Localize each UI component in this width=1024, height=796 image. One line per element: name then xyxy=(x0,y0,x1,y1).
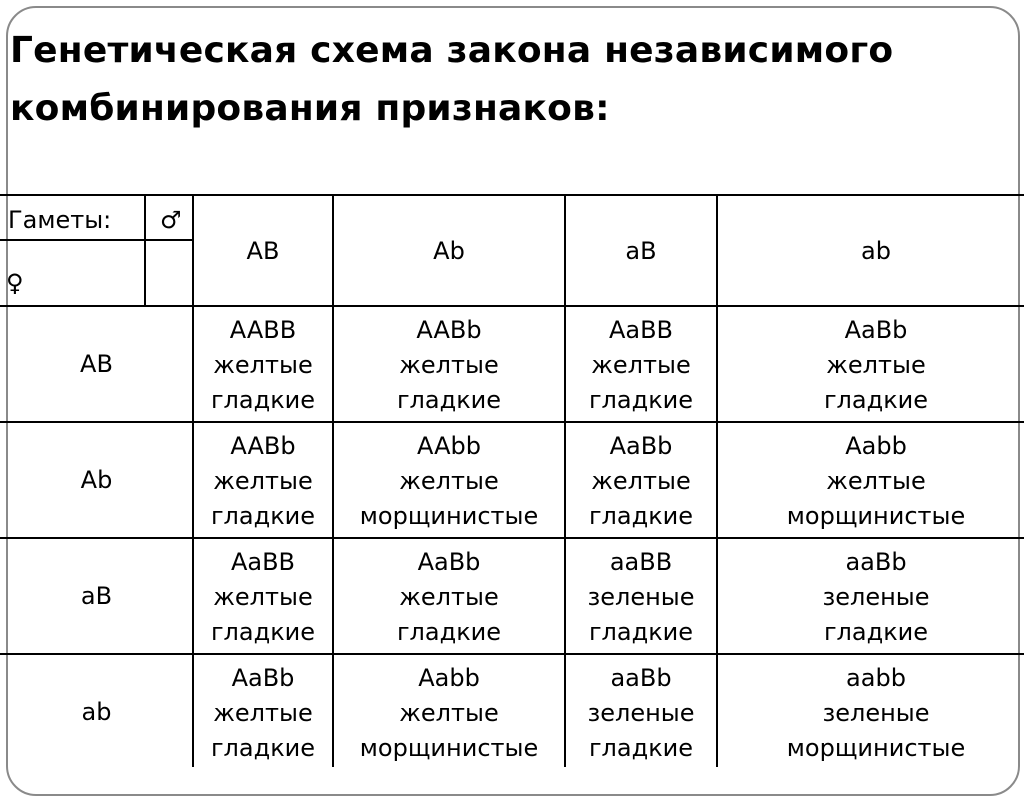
column-divider xyxy=(144,194,146,306)
genotype: AABB xyxy=(229,316,297,344)
seed-shape: морщинистые xyxy=(359,502,539,530)
male-gamete-header: ab xyxy=(861,237,891,265)
seed-color: желтые xyxy=(399,699,499,727)
offspring-cell xyxy=(333,661,565,766)
seed-shape: гладкие xyxy=(588,386,694,414)
offspring-cell xyxy=(565,545,717,650)
offspring-cell xyxy=(193,429,333,534)
genotype: AABb xyxy=(230,432,296,460)
seed-color: желтые xyxy=(399,467,499,495)
seed-color: желтые xyxy=(591,467,691,495)
offspring-cell xyxy=(717,545,1024,650)
gametes-label: Гаметы: xyxy=(8,206,112,234)
seed-color: желтые xyxy=(213,467,313,495)
seed-color: зеленые xyxy=(822,699,930,727)
seed-shape: гладкие xyxy=(210,618,316,646)
offspring-cell xyxy=(193,545,333,650)
offspring-cell xyxy=(565,313,717,418)
row-divider xyxy=(0,421,1024,423)
offspring-cell xyxy=(717,429,1024,534)
offspring-cell xyxy=(565,661,717,766)
seed-shape: морщинистые xyxy=(786,502,966,530)
seed-color: желтые xyxy=(826,351,926,379)
offspring-cell xyxy=(717,661,1024,766)
genotype: AaBb xyxy=(844,316,908,344)
seed-color: желтые xyxy=(399,583,499,611)
genotype: Aabb xyxy=(418,664,480,692)
seed-color: желтые xyxy=(826,467,926,495)
female-gamete-header: Ab xyxy=(80,466,113,494)
genotype: AaBb xyxy=(231,664,295,692)
row-divider xyxy=(0,305,1024,307)
genotype: AAbb xyxy=(417,432,481,460)
female-gamete-header: aB xyxy=(80,582,113,610)
header-divider xyxy=(0,239,193,241)
seed-shape: гладкие xyxy=(210,734,316,762)
offspring-cell xyxy=(565,429,717,534)
genotype: AaBb xyxy=(417,548,481,576)
female-gamete-header: AB xyxy=(80,350,113,378)
genotype: AaBB xyxy=(230,548,296,576)
seed-shape: гладкие xyxy=(396,386,502,414)
slide-title: Генетическая схема закона независимого комбинирования признаков: xyxy=(10,30,894,129)
seed-shape: гладкие xyxy=(396,618,502,646)
genotype: aaBb xyxy=(610,664,672,692)
male-symbol: ♂ xyxy=(160,206,182,234)
seed-shape: гладкие xyxy=(588,502,694,530)
male-gamete-header: Ab xyxy=(433,237,465,265)
genotype: aaBB xyxy=(609,548,673,576)
seed-shape: гладкие xyxy=(588,618,694,646)
offspring-cell xyxy=(193,313,333,418)
seed-shape: гладкие xyxy=(210,386,316,414)
male-gamete-header: aB xyxy=(625,237,657,265)
seed-color: желтые xyxy=(399,351,499,379)
genotype: AaBB xyxy=(608,316,674,344)
seed-shape: гладкие xyxy=(210,502,316,530)
seed-color: зеленые xyxy=(587,699,695,727)
genotype: AABb xyxy=(416,316,482,344)
offspring-cell xyxy=(193,661,333,766)
seed-shape: гладкие xyxy=(588,734,694,762)
seed-shape: гладкие xyxy=(823,386,929,414)
female-symbol: ♀ xyxy=(6,269,24,297)
genotype: aabb xyxy=(846,664,906,692)
female-gamete-header: ab xyxy=(81,698,112,726)
offspring-cell xyxy=(333,313,565,418)
seed-color: желтые xyxy=(213,351,313,379)
seed-color: желтые xyxy=(213,583,313,611)
seed-color: зеленые xyxy=(822,583,930,611)
table-border-top xyxy=(0,194,1024,196)
genotype: aaBb xyxy=(845,548,907,576)
genotype: Aabb xyxy=(845,432,907,460)
seed-shape: морщинистые xyxy=(786,734,966,762)
seed-color: зеленые xyxy=(587,583,695,611)
row-divider xyxy=(0,653,1024,655)
seed-color: желтые xyxy=(591,351,691,379)
row-divider xyxy=(0,537,1024,539)
male-gamete-header: AB xyxy=(246,237,280,265)
genotype: AaBb xyxy=(609,432,673,460)
seed-color: желтые xyxy=(213,699,313,727)
seed-shape: морщинистые xyxy=(359,734,539,762)
seed-shape: гладкие xyxy=(823,618,929,646)
offspring-cell xyxy=(333,429,565,534)
offspring-cell xyxy=(717,313,1024,418)
offspring-cell xyxy=(333,545,565,650)
